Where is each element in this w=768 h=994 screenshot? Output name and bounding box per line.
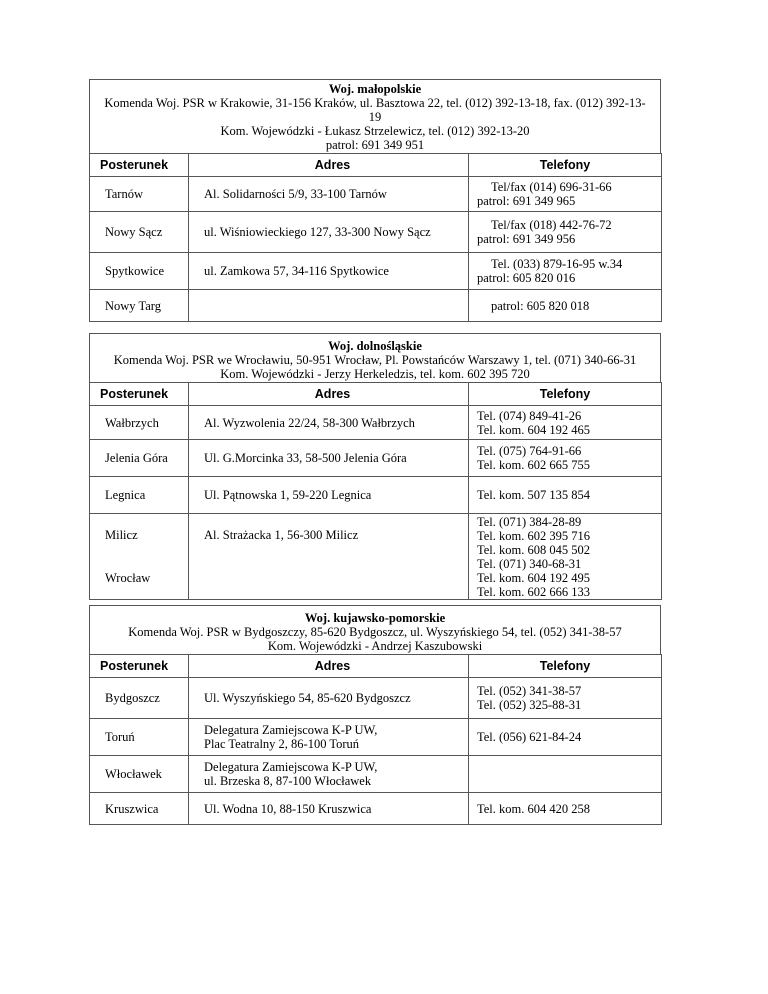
table-row <box>90 793 662 825</box>
column-header-telefony: Telefony <box>469 655 662 678</box>
table-row <box>90 719 662 756</box>
column-header-telefony: Telefony <box>469 383 662 406</box>
table-header-row <box>90 154 662 177</box>
section-info-line: Kom. Wojewódzki - Jerzy Herkeledzis, tel. kom. 602 395 720 <box>220 367 530 381</box>
column-header-posterunek: Posterunek <box>90 154 189 177</box>
station-address: Delegatura Zamiejscowa K-P UW, ul. Brzeska 8, 87-100 Włocławek <box>189 756 469 793</box>
station-address: ul. Wiśniowieckiego 127, 33-300 Nowy Sącz <box>189 212 469 253</box>
station-phones: Tel/fax (014) 696-31-66 patrol: 691 349 965 <box>469 177 662 212</box>
section-header <box>89 333 661 382</box>
section-info-line: patrol: 691 349 951 <box>325 138 425 152</box>
station-name: Kruszwica <box>90 793 189 825</box>
stations-table <box>89 153 662 322</box>
column-header-adres: Adres <box>189 154 469 177</box>
table-row <box>90 557 662 600</box>
station-address: ul. Zamkowa 57, 34-116 Spytkowice <box>189 253 469 290</box>
section-title: Woj. małopolskie <box>328 82 422 96</box>
station-name: Toruń <box>90 719 189 756</box>
section-malopolskie <box>89 79 661 322</box>
section-info-line: Kom. Wojewódzki - Andrzej Kaszubowski <box>267 639 483 653</box>
station-address: Delegatura Zamiejscowa K-P UW, Plac Teatralny 2, 86-100 Toruń <box>189 719 469 756</box>
section-info-line: Komenda Woj. PSR w Krakowie, 31-156 Kraków, ul. Basztowa 22, tel. (012) 392-13-18, fax. (012) 392-13- <box>104 96 646 110</box>
station-name: Jelenia Góra <box>90 440 189 477</box>
table-row <box>90 406 662 440</box>
station-phones: Tel. (052) 341-38-57 Tel. (052) 325-88-31 <box>469 678 662 719</box>
table-header-row <box>90 383 662 406</box>
column-header-posterunek: Posterunek <box>90 383 189 406</box>
station-name: Nowy Targ <box>90 290 189 322</box>
column-header-adres: Adres <box>189 655 469 678</box>
station-phones: Tel. (056) 621-84-24 <box>469 719 662 756</box>
table-row <box>90 212 662 253</box>
station-phones: Tel. (075) 764-91-66 Tel. kom. 602 665 755 <box>469 440 662 477</box>
station-phones: Tel. kom. 604 420 258 <box>469 793 662 825</box>
station-phones: Tel. (071) 384-28-89 Tel. kom. 602 395 716 Tel. kom. 608 045 502 <box>469 514 662 557</box>
column-header-telefony: Telefony <box>469 154 662 177</box>
table-row <box>90 290 662 322</box>
stations-table <box>89 654 662 825</box>
station-address: Al. Solidarności 5/9, 33-100 Tarnów <box>189 177 469 212</box>
table-row <box>90 253 662 290</box>
station-name: Spytkowice <box>90 253 189 290</box>
station-address: Ul. G.Morcinka 33, 58-500 Jelenia Góra <box>189 440 469 477</box>
station-address: Ul. Pątnowska 1, 59-220 Legnica <box>189 477 469 514</box>
station-address: Ul. Wodna 10, 88-150 Kruszwica <box>189 793 469 825</box>
station-phones: Tel. (033) 879-16-95 w.34 patrol: 605 820 016 <box>469 253 662 290</box>
table-row <box>90 477 662 514</box>
table-row <box>90 678 662 719</box>
station-name: Bydgoszcz <box>90 678 189 719</box>
table-header-row <box>90 655 662 678</box>
station-address <box>189 557 469 600</box>
station-address: Ul. Wyszyńskiego 54, 85-620 Bydgoszcz <box>189 678 469 719</box>
section-title: Woj. kujawsko-pomorskie <box>304 611 446 625</box>
column-header-adres: Adres <box>189 383 469 406</box>
station-name: Wałbrzych <box>90 406 189 440</box>
table-row <box>90 514 662 557</box>
section-header <box>89 79 661 153</box>
station-phones: patrol: 605 820 018 <box>469 290 662 322</box>
table-row <box>90 177 662 212</box>
section-info-line: Kom. Wojewódzki - Łukasz Strzelewicz, tel. (012) 392-13-20 <box>220 124 530 138</box>
section-kujawsko-pomorskie <box>89 605 661 825</box>
section-info-line: Komenda Woj. PSR we Wrocławiu, 50-951 Wrocław, Pl. Powstańców Warszawy 1, tel. (071) 340-66-31 <box>113 353 637 367</box>
section-dolnoslaskie <box>89 333 661 600</box>
station-phones: Tel. (071) 340-68-31 Tel. kom. 604 192 495 Tel. kom. 602 666 133 <box>469 557 662 600</box>
station-name: Wrocław <box>90 557 189 600</box>
stations-table <box>89 382 662 600</box>
station-phones: Tel. (074) 849-41-26 Tel. kom. 604 192 465 <box>469 406 662 440</box>
station-name: Włocławek <box>90 756 189 793</box>
station-name: Legnica <box>90 477 189 514</box>
station-phones <box>469 756 662 793</box>
section-header <box>89 605 661 654</box>
station-name: Nowy Sącz <box>90 212 189 253</box>
station-phones: Tel/fax (018) 442-76-72 patrol: 691 349 956 <box>469 212 662 253</box>
section-info-line: 19 <box>368 110 382 124</box>
station-address <box>189 290 469 322</box>
table-row <box>90 440 662 477</box>
column-header-posterunek: Posterunek <box>90 655 189 678</box>
station-name: Milicz <box>90 514 189 557</box>
station-name: Tarnów <box>90 177 189 212</box>
table-row <box>90 756 662 793</box>
section-title: Woj. dolnośląskie <box>328 339 422 353</box>
section-info-line: Komenda Woj. PSR w Bydgoszczy, 85-620 Bydgoszcz, ul. Wyszyńskiego 54, tel. (052) 341-38-57 <box>128 625 622 639</box>
station-phones: Tel. kom. 507 135 854 <box>469 477 662 514</box>
station-address: Al. Wyzwolenia 22/24, 58-300 Wałbrzych <box>189 406 469 440</box>
station-address: Al. Strażacka 1, 56-300 Milicz <box>189 514 469 557</box>
